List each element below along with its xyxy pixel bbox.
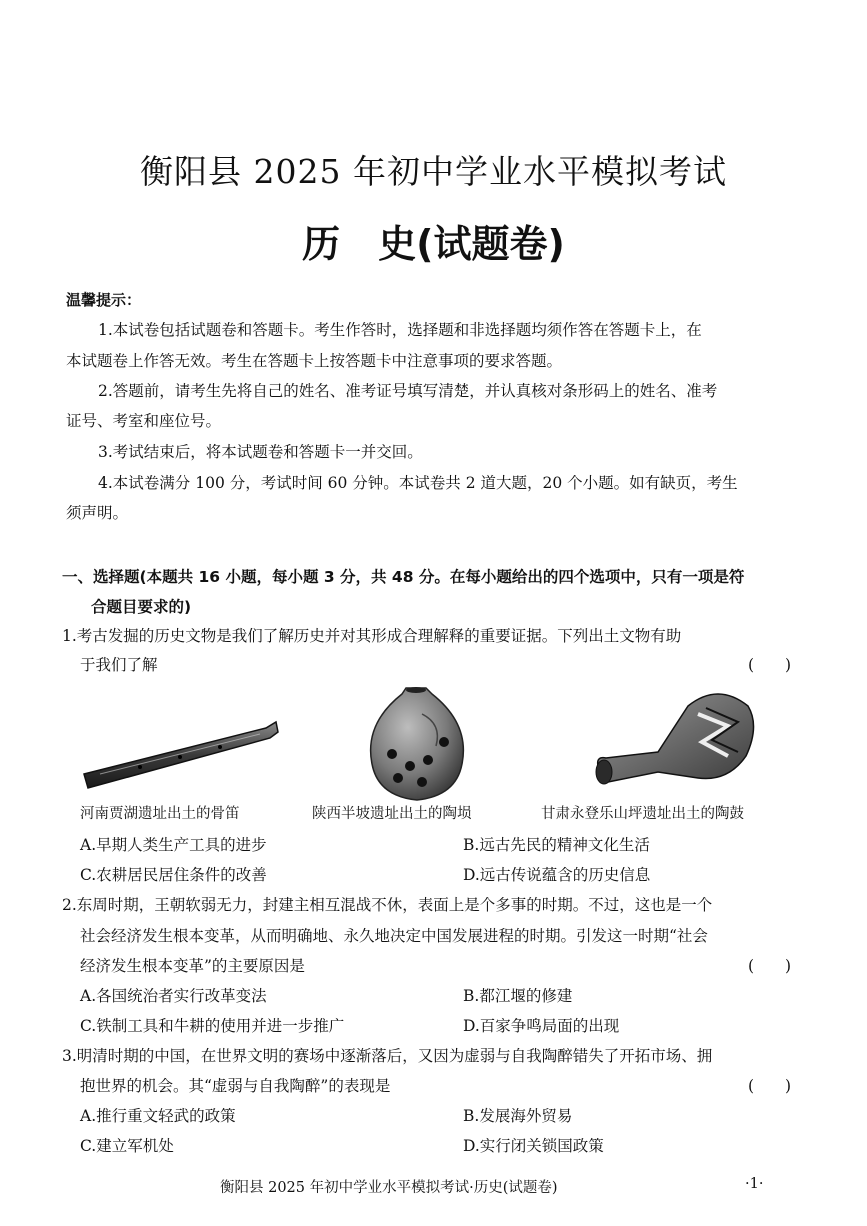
option-d[interactable]: D.远古传说蕴含的历史信息 bbox=[463, 866, 651, 884]
tips-line: 本试题卷上作答无效。考生在答题卡上按答题卡中注意事项的要求答题。 bbox=[66, 352, 563, 370]
option-c[interactable]: C.铁制工具和牛耕的使用并进一步推广 bbox=[80, 1017, 345, 1035]
question-stem: 社会经济发生根本变革，从而明确地、永久地决定中国发展进程的时期。引发这一时期“社会 bbox=[80, 927, 708, 945]
question-stem: 2.东周时期，王朝软弱无力，封建主相互混战不休，表面上是个多事的时期。不过，这也是一个 bbox=[62, 896, 713, 914]
question-stem: 1.考古发掘的历史文物是我们了解历史并对其形成合理解释的重要证据。下列出土文物有助 bbox=[62, 627, 682, 645]
option-c[interactable]: C.农耕居民居住条件的改善 bbox=[80, 866, 267, 884]
option-d[interactable]: D.实行闭关锁国政策 bbox=[463, 1137, 604, 1155]
page-number: ·1· bbox=[745, 1176, 764, 1192]
footer-text: 衡阳县 2025 年初中学业水平模拟考试·历史(试题卷) bbox=[220, 1180, 558, 1196]
artifact-caption: 甘肃永登乐山坪遗址出土的陶鼓 bbox=[541, 806, 744, 822]
tips-line: 1.本试卷包括试题卷和答题卡。考生作答时，选择题和非选择题均须作答在答题卡上，在 bbox=[98, 321, 702, 339]
section-heading: 合题目要求的) bbox=[91, 598, 192, 616]
exam-subtitle: 历 史(试题卷) bbox=[302, 222, 565, 266]
option-b[interactable]: B.发展海外贸易 bbox=[463, 1107, 573, 1125]
option-c[interactable]: C.建立军机处 bbox=[80, 1137, 174, 1155]
tips-line: 证号、考室和座位号。 bbox=[66, 412, 222, 430]
option-a[interactable]: A.各国统治者实行改革变法 bbox=[80, 987, 267, 1005]
tips-heading: 温馨提示： bbox=[66, 291, 142, 309]
answer-bracket: ( ) bbox=[748, 1077, 792, 1095]
tips-line: 3.考试结束后，将本试题卷和答题卡一并交回。 bbox=[98, 443, 423, 461]
option-a[interactable]: A.推行重文轻武的政策 bbox=[80, 1107, 236, 1125]
question-stem: 经济发生根本变革”的主要原因是 bbox=[80, 957, 305, 975]
bone-flute-image bbox=[80, 712, 280, 792]
question-stem: 于我们了解 bbox=[80, 656, 158, 674]
section-heading: 一、选择题(本题共 16 小题，每小题 3 分，共 48 分。在每小题给出的四个选项中，只有一项是符 bbox=[62, 568, 745, 586]
artifact-caption: 河南贾湖遗址出土的骨笛 bbox=[80, 806, 240, 822]
exam-title: 衡阳县 2025 年初中学业水平模拟考试 bbox=[140, 152, 727, 191]
artifact-caption: 陕西半坡遗址出土的陶埙 bbox=[312, 806, 472, 822]
option-d[interactable]: D.百家争鸣局面的出现 bbox=[463, 1017, 620, 1035]
option-a[interactable]: A.早期人类生产工具的进步 bbox=[80, 836, 267, 854]
answer-bracket: ( ) bbox=[748, 957, 792, 975]
pottery-xun-image bbox=[362, 684, 472, 804]
tips-line: 4.本试卷满分 100 分，考试时间 60 分钟。本试卷共 2 道大题，20 个小题。如有缺页，考生 bbox=[98, 474, 738, 492]
tips-line: 2.答题前，请考生先将自己的姓名、准考证号填写清楚，并认真核对条形码上的姓名、准考 bbox=[98, 382, 718, 400]
question-stem: 抱世界的机会。其“虚弱与自我陶醉”的表现是 bbox=[80, 1077, 391, 1095]
question-stem: 3.明清时期的中国，在世界文明的赛场中逐渐落后，又因为虚弱与自我陶醉错失了开拓市场、拥 bbox=[62, 1047, 713, 1065]
pottery-drum-image bbox=[588, 686, 758, 796]
answer-bracket: ( ) bbox=[748, 656, 792, 674]
option-b[interactable]: B.远古先民的精神文化生活 bbox=[463, 836, 650, 854]
tips-line: 须声明。 bbox=[66, 504, 129, 522]
option-b[interactable]: B.都江堰的修建 bbox=[463, 987, 573, 1005]
